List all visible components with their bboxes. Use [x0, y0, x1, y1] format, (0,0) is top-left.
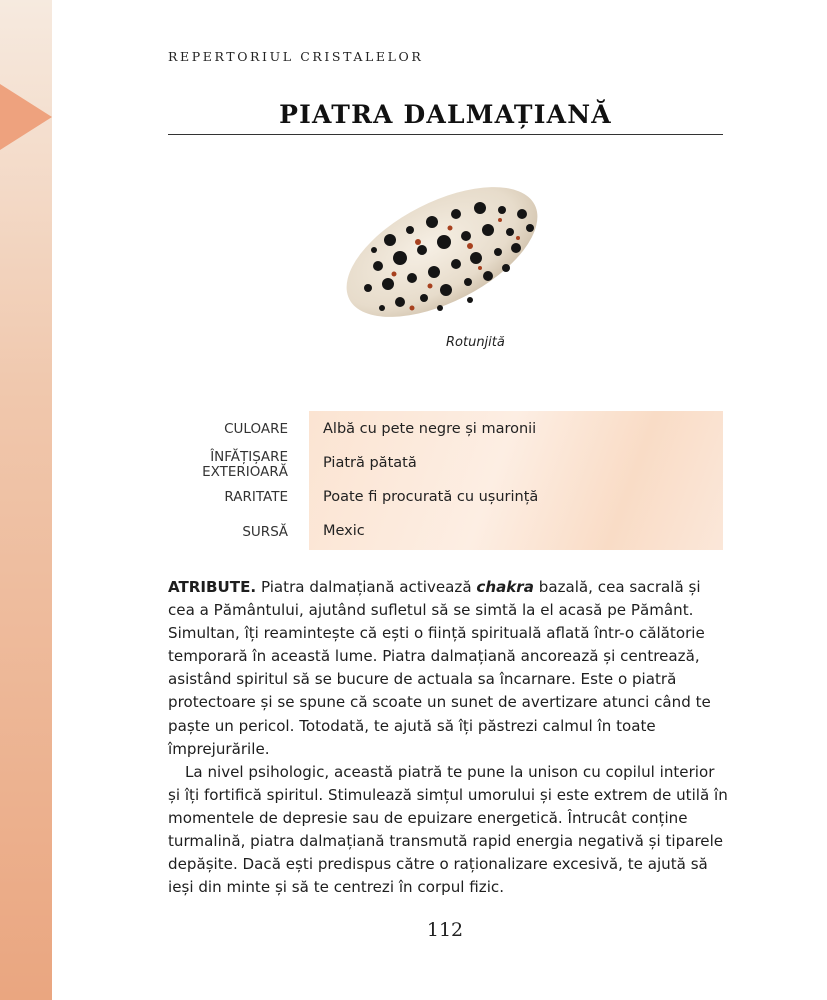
property-label-appearance-line1: ÎNFĂȚIȘARE	[210, 449, 288, 465]
paragraph-psychological: La nivel psihologic, această piatră te pune la unison cu copilul interior și îți fortifică spiritul. Stimulează simțul umorului și este extrem de utilă în momentele de depresie sau de epuizare energetică. Întrucât conține turmalină, piatra dalmațiană transmută rapid energia negativă și tiparele depășite. Dacă ești predispus către o raționalizare excesivă, te ajută să ieși din minte și să te centrezi în corpul fizic.	[168, 762, 728, 897]
title-rule	[168, 134, 723, 135]
property-label-color: CULOARE	[224, 421, 288, 437]
body-text	[168, 576, 728, 899]
paragraph-1-part-b: bazală, cea sacrală și cea a Pământului, ajutând sufletul să se simtă la el acasă pe Pământ. Simultan, îți reamintește că ești o ființă spirituală aflată într-o călătorie temporară în această lume. Piatra dalmațiană ancorează și centrează, asistând spiritul să se bucure de actuala sa încarnare. Este o piatră protectoare și se spune că scoate un sunet de avertizare atunci când te paște un pericol. Totodată, te ajută să îți păstrezi calmul în toate împrejurările.	[168, 578, 711, 758]
side-color-strip	[0, 0, 52, 1000]
page-number: 112	[426, 919, 464, 941]
running-head: REPERTORIUL CRISTALELOR	[168, 49, 424, 64]
chakra-emphasis: chakra	[476, 578, 534, 596]
property-label-appearance	[202, 450, 288, 480]
attributes-heading: ATRIBUTE.	[168, 578, 257, 596]
dalmatian-stone-image	[330, 180, 555, 330]
paragraph-attributes	[168, 576, 728, 761]
image-caption: Rotunjită	[446, 335, 505, 350]
chapter-tab-marker	[0, 84, 52, 150]
property-label-rarity: RARITATE	[224, 489, 288, 505]
property-label-source: SURSĂ	[242, 524, 288, 540]
paragraph-1-part-a: Piatra dalmațiană activează	[256, 578, 477, 596]
page-title: PIATRA DALMAȚIANĂ	[279, 100, 612, 129]
property-label-appearance-line2: EXTERIOARĂ	[202, 464, 288, 480]
property-value-color: Albă cu pete negre și maronii	[323, 421, 537, 437]
property-value-source: Mexic	[323, 523, 365, 539]
property-value-rarity: Poate fi procurată cu ușurință	[323, 489, 539, 505]
property-value-appearance: Piatră pătată	[323, 455, 417, 471]
